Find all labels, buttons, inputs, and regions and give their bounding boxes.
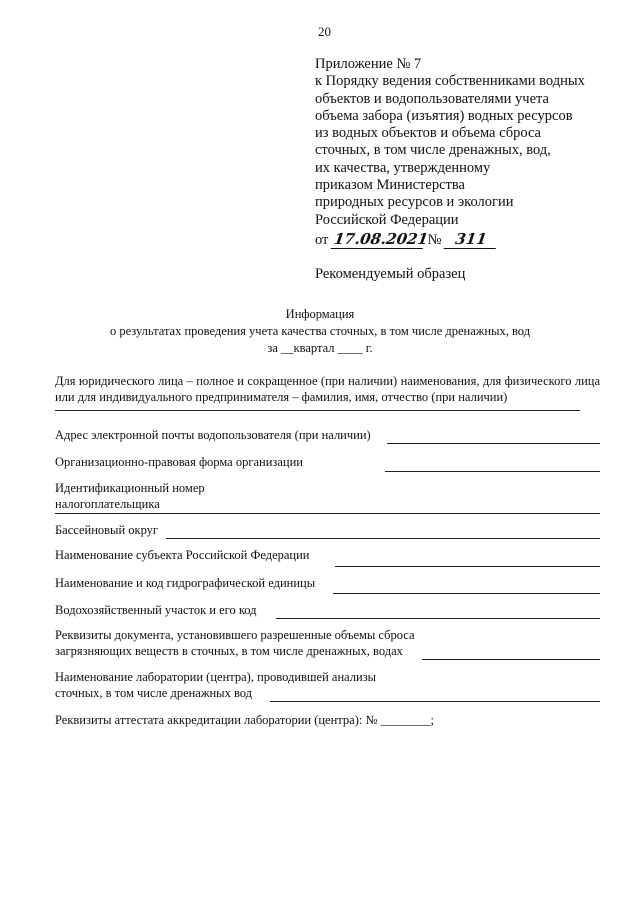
order-number-label: № — [427, 232, 442, 248]
inn-label-line2: налогоплательщика — [55, 497, 160, 511]
org-form-label: Организационно-правовая форма организации — [55, 455, 303, 469]
appendix-line: Российской Федерации — [315, 211, 459, 228]
appendix-block — [315, 56, 585, 229]
order-number-handwritten: 311 — [444, 230, 499, 249]
email-label: Адрес электронной почты водопользователя (при наличии) — [55, 428, 371, 442]
inn-label-line1: Идентификационный номер — [55, 481, 205, 495]
form-title: Информация — [285, 307, 355, 321]
appendix-line: их качества, утвержденному — [315, 159, 491, 176]
lab-label-line2: сточных, в том числе дренажных вод — [55, 686, 253, 700]
recommended-sample-label: Рекомендуемый образец — [315, 266, 466, 282]
hydro-unit-label: Наименование и код гидрографической единицы — [55, 576, 316, 590]
region-label: Наименование субъекта Российской Федерации — [55, 548, 310, 562]
region-fill-line[interactable] — [335, 566, 600, 567]
inn-fill-line[interactable] — [55, 513, 600, 514]
water-section-label: Водохозяйственный участок и его код — [55, 603, 257, 617]
org-form-fill-line[interactable] — [385, 471, 600, 472]
form-subtitle: о результатах проведения учета качества сточных, в том числе дренажных, вод — [109, 324, 531, 338]
order-reference — [315, 230, 497, 249]
order-prefix: от — [315, 232, 329, 248]
basin-fill-line[interactable] — [166, 538, 600, 539]
page-number: 20 — [318, 24, 331, 39]
appendix-line: объектов и водопользователями учета — [315, 90, 549, 107]
water-section-fill-line[interactable] — [276, 618, 600, 619]
lab-fill-line[interactable] — [270, 701, 600, 702]
accreditation-label: Реквизиты аттестата аккредитации лаборатории (центра): № ________; — [55, 713, 434, 727]
email-fill-line[interactable] — [387, 443, 600, 444]
order-date-handwritten: 17.08.2021 — [331, 230, 426, 249]
appendix-line: приказом Министерства — [315, 177, 465, 194]
appendix-line: сточных, в том числе дренажных, вод, — [315, 142, 551, 159]
appendix-title: Приложение № 7 — [315, 56, 422, 72]
form-period: за __квартал ____ г. — [267, 341, 373, 355]
appendix-line: объема забора (изъятия) водных ресурсов — [315, 107, 573, 124]
permit-doc-label-line2: загрязняющих веществ в сточных, в том числе дренажных, водах — [55, 644, 403, 658]
appendix-line: из водных объектов и объема сброса — [315, 125, 541, 142]
intro-fill-line[interactable] — [55, 410, 580, 411]
lab-label-line1: Наименование лаборатории (центра), проводившей анализы — [55, 670, 377, 684]
appendix-line: к Порядку ведения собственниками водных — [315, 73, 585, 90]
permit-doc-fill-line[interactable] — [422, 659, 600, 660]
hydro-unit-fill-line[interactable] — [333, 593, 600, 594]
permit-doc-label-line1: Реквизиты документа, установившего разрешенные объемы сброса — [55, 628, 415, 642]
basin-label: Бассейновый округ — [55, 523, 159, 537]
appendix-line: природных ресурсов и экологии — [315, 194, 514, 211]
intro-paragraph: Для юридического лица – полное и сокращенное (при наличии) наименования, для физического лица или для индивидуального предпринимателя – фамилия, имя, отчество (при наличии) — [55, 374, 600, 404]
